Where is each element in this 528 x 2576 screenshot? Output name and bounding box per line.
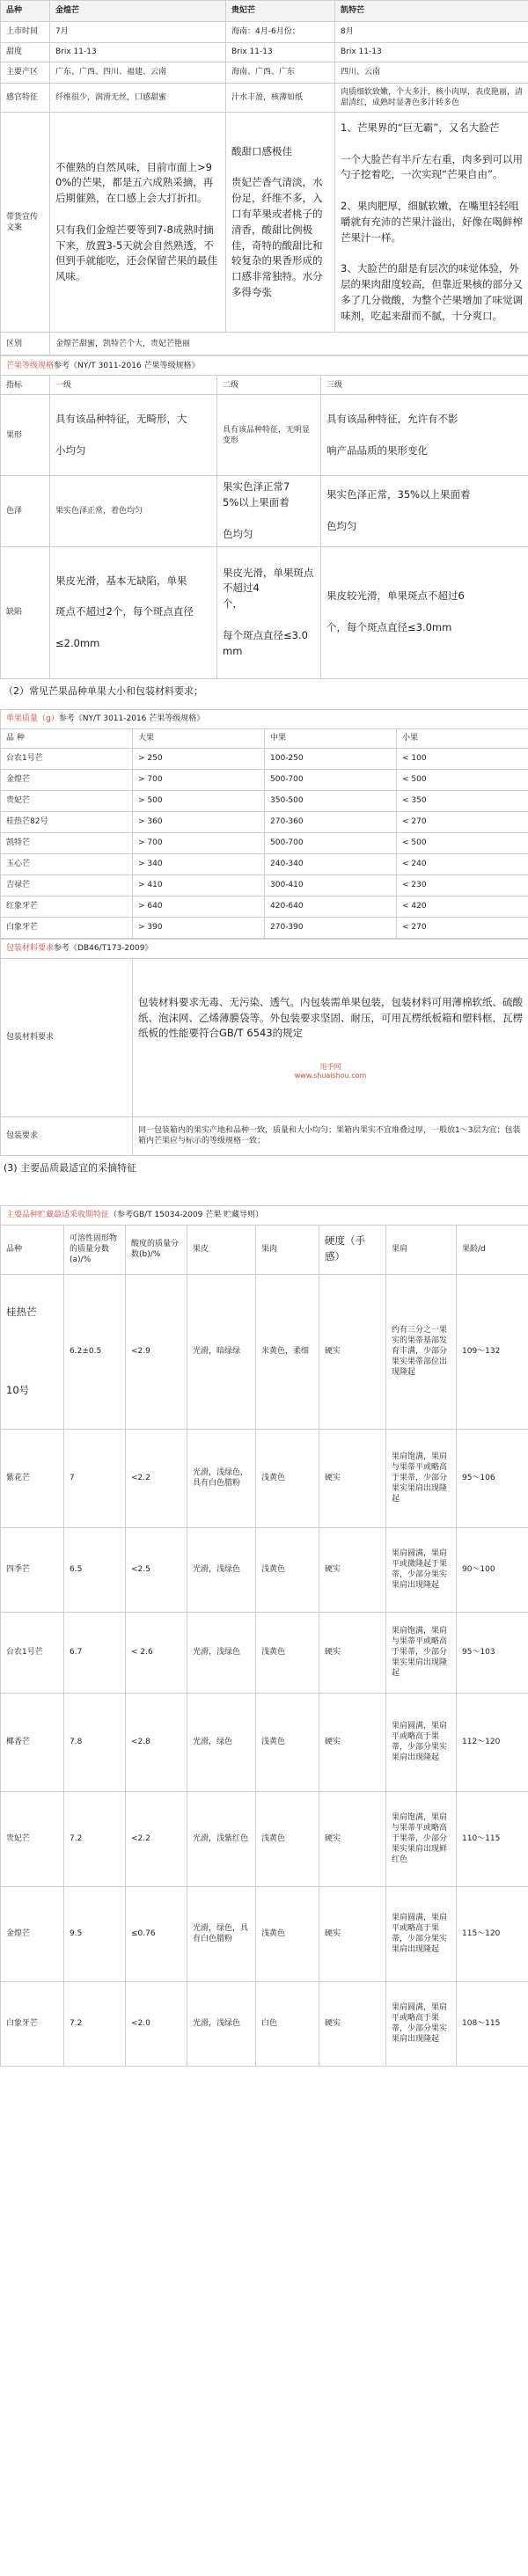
grade-header-3: 三级: [321, 376, 528, 395]
weight-value: > 410: [133, 875, 265, 896]
harvest-cell: <2.2: [126, 1791, 187, 1886]
harvest-cell: 7: [64, 1429, 126, 1527]
weight-row: [1, 853, 528, 875]
harvest-cell: 95～103: [457, 1612, 528, 1693]
row-label: 上市时间: [1, 22, 50, 43]
harvest-cell: 浅黄色: [256, 1791, 319, 1886]
packaging-title-ref: 参考《DB46/T173-2009》: [54, 943, 153, 953]
harvest-cell: 硬实: [319, 1791, 386, 1886]
grade-table: [0, 355, 528, 678]
harvest-cell: 米黄色，柔细: [256, 1274, 319, 1429]
weight-value: < 420: [397, 896, 528, 917]
harvest-cell: 108～115: [457, 1981, 528, 2066]
weight-header-small: 小果: [397, 728, 528, 748]
weight-value: 500-700: [265, 769, 397, 790]
grade-title-red: 芒果等级规格: [6, 361, 55, 370]
section-3-title: (3) 主要品质最适宜的采摘特征: [4, 1161, 137, 1174]
harvest-cell: 果肩圆满，果肩平或略高于果蒂，少部分果实果肩出现隆起: [386, 1886, 457, 1981]
harvest-cell: 光滑，浅绿色: [187, 1527, 256, 1612]
grade-cell: 果实色泽正常，35%以上果面着 色均匀: [321, 476, 528, 546]
variety-row: [1, 84, 528, 113]
grade-cell: 具有该品种特征，允许有不影 响产品品质的果形变化: [321, 395, 528, 476]
weight-value: < 270: [397, 811, 528, 832]
grade-cell: 果实色泽正常，着色均匀: [50, 476, 217, 546]
variety-row: [1, 333, 528, 355]
harvest-cell: 硬实: [319, 1981, 386, 2066]
weight-row: [1, 875, 528, 896]
harvest-cell: <2.2: [126, 1429, 187, 1527]
weight-title-red: 单果质量（g）: [6, 714, 59, 723]
harvest-cell: 浅黄色: [256, 1429, 319, 1527]
grade-header-2: 二级: [217, 376, 321, 395]
grade-row: [1, 476, 528, 546]
weight-header-medium: 中果: [265, 728, 397, 748]
grade-row-label: 色泽: [1, 476, 50, 546]
harvest-variety: 椰香芒: [1, 1693, 64, 1791]
harvest-header-cell: 果皮: [187, 1225, 256, 1274]
harvest-cell: 果肩饱满，果肩与果蒂平或略高于果蒂，少部分果实果肩出现鲜红色: [386, 1791, 457, 1886]
grade-table-title: [1, 356, 528, 376]
variety-cell: 酸甜口感极佳 贵妃芒香气清淡，水份足，纤维不多，入口有苹果或者桃子的清香，酸甜比例极佳，奇特的酸甜比和较复杂的果香形成的口感非常独特。水分多得夸张: [226, 113, 335, 333]
weight-value: 240-340: [265, 853, 397, 875]
harvest-row: [1, 1981, 528, 2066]
weight-table-title: [1, 709, 528, 728]
harvest-row: [1, 1429, 528, 1527]
weight-variety: 玉心芒: [1, 853, 133, 875]
variety-row: [1, 22, 528, 43]
harvest-row: [1, 1527, 528, 1612]
harvest-variety: 金煌芒: [1, 1886, 64, 1981]
grade-row-label: 缺陷: [1, 546, 50, 678]
grade-cell: 具有该品种特征，无畸形，大 小均匀: [50, 395, 217, 476]
harvest-cell: 光滑，暗绿绿: [187, 1274, 256, 1429]
weight-row: [1, 748, 528, 769]
header-guifei: 贵妃芒: [226, 1, 335, 22]
weight-value: 270-390: [265, 917, 397, 938]
harvest-cell: 112～120: [457, 1693, 528, 1791]
variety-cell: 不催熟的自然风味，目前市面上>90%的芒果，都是五六成熟采摘，再后期催熟，在口感上会大打折扣。 只有我们金煌芒要等到7-8成熟时摘下来，放置3-5天就会自然熟透，不但到手就能吃，还会保留芒果的最佳风味。: [50, 113, 226, 333]
weight-title-ref: 参考《NY/T 3011-2016 芒果等级规格》: [58, 714, 205, 723]
grade-row: [1, 395, 528, 476]
weight-value: 350-500: [265, 790, 397, 811]
harvest-cell: 浅黄色: [256, 1612, 319, 1693]
harvest-cell: 115～120: [457, 1886, 528, 1981]
material-text: 包装材料要求无毒、无污染、透气。内包装需单果包装，包装材料可用薄棉软纸、硫酸纸、泡沫网、乙烯薄膜袋等。外包装要求坚固、耐压，可用瓦楞纸板箱和塑料框，瓦楞纸板的性能要符合GB/T 6543的规定: [138, 995, 523, 1040]
watermark-line-2: www.shuaishou.com: [294, 1071, 367, 1079]
grade-row: [1, 546, 528, 678]
grade-header-index: 指标: [1, 376, 50, 395]
harvest-cell: 110～115: [457, 1791, 528, 1886]
harvest-header-cell: 果肩: [386, 1225, 457, 1274]
variety-row: [1, 43, 528, 62]
packaging-table: [0, 939, 528, 1156]
header-kaite: 凯特芒: [335, 1, 528, 22]
harvest-cell: 光滑，浅紫红色: [187, 1791, 256, 1886]
grade-header-1: 一级: [50, 376, 217, 395]
variety-row: [1, 62, 528, 84]
weight-variety: 金煌芒: [1, 769, 133, 790]
harvest-cell: 光滑，浅绿色: [187, 1612, 256, 1693]
watermark-line-1: 甩手网: [319, 1063, 341, 1072]
weight-value: > 340: [133, 853, 265, 875]
harvest-header-cell: 品种: [1, 1225, 64, 1274]
weight-value: < 100: [397, 748, 528, 769]
harvest-cell: 果肩圆满，果肩平或略高于果蒂，少部分果实果肩出现隆起: [386, 1981, 457, 2066]
harvest-cell: 果肩圆满，果肩平或略高于果蒂，少部分果实果肩出现隆起: [386, 1693, 457, 1791]
weight-value: > 360: [133, 811, 265, 832]
grade-row-label: 果形: [1, 395, 50, 476]
harvest-header-row: [1, 1225, 528, 1274]
variety-cell: Brix 11-13: [335, 43, 528, 62]
harvest-header-cell: 酸度的质量分数(b)/%: [126, 1225, 187, 1274]
grade-cell: 果皮光滑，基本无缺陷，单果 斑点不超过2个，每个斑点直径 ≤2.0mm: [50, 546, 217, 678]
weight-value: 500-700: [265, 832, 397, 853]
pack-label: 包装要求: [1, 1116, 133, 1155]
header-variety: 品种: [1, 1, 50, 22]
harvest-variety: 贵妃芒: [1, 1791, 64, 1886]
harvest-cell: <2.0: [126, 1981, 187, 2066]
grade-cell: 果实色泽正常7 5%以上果面着 色均匀: [217, 476, 321, 546]
harvest-row: [1, 1791, 528, 1886]
weight-variety: 台农1号芒: [1, 748, 133, 769]
grade-cell: 果皮光滑，单果斑点不超过4 个， 每个斑点直径≤3.0mm: [217, 546, 321, 678]
merged-cell: 金煌芒甜蜜，凯特芒个大，贵妃芒艳丽: [50, 333, 528, 355]
harvest-cell: 约有三分之一果实的果蒂基部发育丰满，少部分果实果蒂部位出现隆起: [386, 1274, 457, 1429]
weight-variety: 红象牙芒: [1, 896, 133, 917]
weight-row: [1, 811, 528, 832]
harvest-table-body: [1, 1274, 528, 2066]
harvest-variety: 白象牙芒: [1, 1981, 64, 2066]
harvest-title-ref: （参考GB/T 15034-2009 芒果 贮藏导则）: [109, 1210, 264, 1219]
harvest-variety: 台农1号芒: [1, 1612, 64, 1693]
weight-row: [1, 896, 528, 917]
harvest-cell: 光滑，浅绿色: [187, 1981, 256, 2066]
harvest-cell: 硬实: [319, 1693, 386, 1791]
harvest-row: [1, 1693, 528, 1791]
harvest-row: [1, 1886, 528, 1981]
harvest-cell: 硬实: [319, 1886, 386, 1981]
weight-value: 300-410: [265, 875, 397, 896]
watermark: [138, 1063, 523, 1079]
weight-table-body: [1, 748, 528, 938]
weight-header-large: 大果: [133, 728, 265, 748]
variety-comparison-table: [0, 0, 528, 355]
weight-variety: 白象牙芒: [1, 917, 133, 938]
harvest-header-cell: 果肉: [256, 1225, 319, 1274]
harvest-cell: <2.9: [126, 1274, 187, 1429]
harvest-cell: 光滑，绿色，具有白色腊粉: [187, 1886, 256, 1981]
weight-value: < 500: [397, 769, 528, 790]
harvest-variety: 紫花芒: [1, 1429, 64, 1527]
material-cell: [133, 958, 528, 1116]
variety-row: [1, 113, 528, 333]
harvest-header-cell: 果龄/d: [457, 1225, 528, 1274]
variety-table-body: [1, 22, 528, 355]
variety-cell: Brix 11-13: [226, 43, 335, 62]
weight-value: > 250: [133, 748, 265, 769]
variety-cell: 肉质细软致嫩，个大多汁，核小肉厚，表皮艳丽，清甜清红，成熟时显著色多汁转多色: [335, 84, 528, 113]
harvest-cell: 6.7: [64, 1612, 126, 1693]
pack-text: 同一包装箱内的果实产地和品种一致，质量和大小均匀；果箱内果实不宜堆叠过厚，一般放1～3层为宜；包装箱内芒果应与标示的等级规格一致；: [133, 1116, 528, 1155]
harvest-title-red: 主要品种贮藏最适采收期特征: [6, 1210, 110, 1219]
variety-cell: Brix 11-13: [50, 43, 226, 62]
packaging-title: [1, 939, 528, 958]
grade-cell: 果皮较光滑，单果斑点不超过6 个，每个斑点直径≤3.0mm: [321, 546, 528, 678]
weight-value: > 700: [133, 769, 265, 790]
harvest-row: [1, 1274, 528, 1429]
harvest-cell: 90～100: [457, 1527, 528, 1612]
harvest-cell: 浅黄色: [256, 1693, 319, 1791]
harvest-row: [1, 1612, 528, 1693]
harvest-cell: 白色: [256, 1981, 319, 2066]
harvest-cell: 6.5: [64, 1527, 126, 1612]
harvest-cell: 浅黄色: [256, 1886, 319, 1981]
weight-value: < 350: [397, 790, 528, 811]
variety-cell: 纤维很少，润滑无丝，口感甜蜜: [50, 84, 226, 113]
weight-value: < 270: [397, 917, 528, 938]
row-label: 感官特征: [1, 84, 50, 113]
harvest-variety: 四季芒: [1, 1527, 64, 1612]
harvest-header-cell: 硬度（手感）: [319, 1225, 386, 1274]
harvest-title: [1, 1205, 528, 1225]
harvest-variety: 桂热芒 10号: [1, 1274, 64, 1429]
harvest-cell: 硬实: [319, 1527, 386, 1612]
harvest-cell: 硬实: [319, 1429, 386, 1527]
harvest-cell: 7.8: [64, 1693, 126, 1791]
weight-header-variety: 品 种: [1, 728, 133, 748]
weight-row: [1, 790, 528, 811]
variety-cell: 四川、云南: [335, 62, 528, 84]
weight-row: [1, 917, 528, 938]
weight-value: < 230: [397, 875, 528, 896]
harvest-cell: <2.5: [126, 1527, 187, 1612]
row-label: 区别: [1, 333, 50, 355]
harvest-cell: 果肩饱满，果肩与果蒂平或略高于果蒂，少部分果实果肩出现隆起: [386, 1429, 457, 1527]
weight-value: > 700: [133, 832, 265, 853]
packaging-title-red: 包装材料要求: [6, 943, 55, 953]
harvest-cell: 硬实: [319, 1274, 386, 1429]
harvest-header-cell: 可溶性固形物的质量分数(a)/%: [64, 1225, 126, 1274]
variety-cell: 海南、广西、广东: [226, 62, 335, 84]
material-label: 包装材料要求: [1, 958, 133, 1116]
variety-cell: 海南：4月-6月份；: [226, 22, 335, 43]
harvest-cell: < 2.6: [126, 1612, 187, 1693]
weight-value: > 640: [133, 896, 265, 917]
grade-title-ref: 参考《NY/T 3011-2016 芒果等级规格》: [54, 361, 200, 370]
harvest-cell: 浅黄色: [256, 1527, 319, 1612]
harvest-cell: 光滑，浅绿色，具有白色腊粉: [187, 1429, 256, 1527]
weight-variety: 凯特芒: [1, 832, 133, 853]
row-label: 主要产区: [1, 62, 50, 84]
harvest-cell: 硬实: [319, 1612, 386, 1693]
weight-value: < 500: [397, 832, 528, 853]
harvest-cell: 7.2: [64, 1981, 126, 2066]
variety-cell: 7月: [50, 22, 226, 43]
weight-variety: 贵妃芒: [1, 790, 133, 811]
harvest-cell: ≤0.76: [126, 1886, 187, 1981]
row-label: 甜度: [1, 43, 50, 62]
harvest-cell: 光滑，绿色: [187, 1693, 256, 1791]
weight-row: [1, 832, 528, 853]
variety-cell: 汁水丰盈，核薄如纸: [226, 84, 335, 113]
variety-cell: 广东、广西、四川、福建、云南: [50, 62, 226, 84]
harvest-cell: 7.2: [64, 1791, 126, 1886]
harvest-cell: <2.8: [126, 1693, 187, 1791]
weight-value: 270-360: [265, 811, 397, 832]
variety-cell: 1、芒果界的“巨无霸”，又名大脸芒 一个大脸芒有半斤左右重，肉多到可以用勺子挖着吃，一次实现“芒果自由”。 2、果肉肥厚，细腻软嫩，在嘴里轻轻咀嚼就有充沛的芒果汁溢出，好像在喝鲜榨芒果汁一样。 3、大脸芒的甜是有层次的味觉体验，外层的果肉甜度较高，但靠近果核的部分又多了几分微酸，为整个芒果增加了味觉调味剂，吃起来甜而不腻，十分爽口。: [335, 113, 528, 333]
weight-variety: 桂热芒82号: [1, 811, 133, 832]
grade-table-body: [1, 395, 528, 678]
harvest-cell: 109～132: [457, 1274, 528, 1429]
weight-row: [1, 769, 528, 790]
header-jinhuang: 金煌芒: [50, 1, 226, 22]
harvest-cell: 果肩圆满，果肩平或微隆起于果蒂，少部分果实果肩出现隆起: [386, 1527, 457, 1612]
weight-value: 420-640: [265, 896, 397, 917]
harvest-table: [0, 1205, 528, 2067]
weight-variety: 吉禄芒: [1, 875, 133, 896]
harvest-cell: 95～106: [457, 1429, 528, 1527]
weight-value: > 500: [133, 790, 265, 811]
harvest-cell: 果肩饱满，果肩与果蒂平或略高于果蒂，少部分果实果肩出现隆起: [386, 1612, 457, 1693]
weight-value: < 240: [397, 853, 528, 875]
harvest-cell: 6.2±0.5: [64, 1274, 126, 1429]
variety-cell: 8月: [335, 22, 528, 43]
weight-value: > 390: [133, 917, 265, 938]
row-label: 带货宣传文案: [1, 113, 50, 333]
section-2-title: （2）常见芒果品种单果大小和包装材料要求；: [4, 684, 203, 697]
harvest-cell: 9.5: [64, 1886, 126, 1981]
grade-cell: 具有该品种特征，无明显变形: [217, 395, 321, 476]
weight-table: [0, 709, 528, 939]
weight-value: 100-250: [265, 748, 397, 769]
